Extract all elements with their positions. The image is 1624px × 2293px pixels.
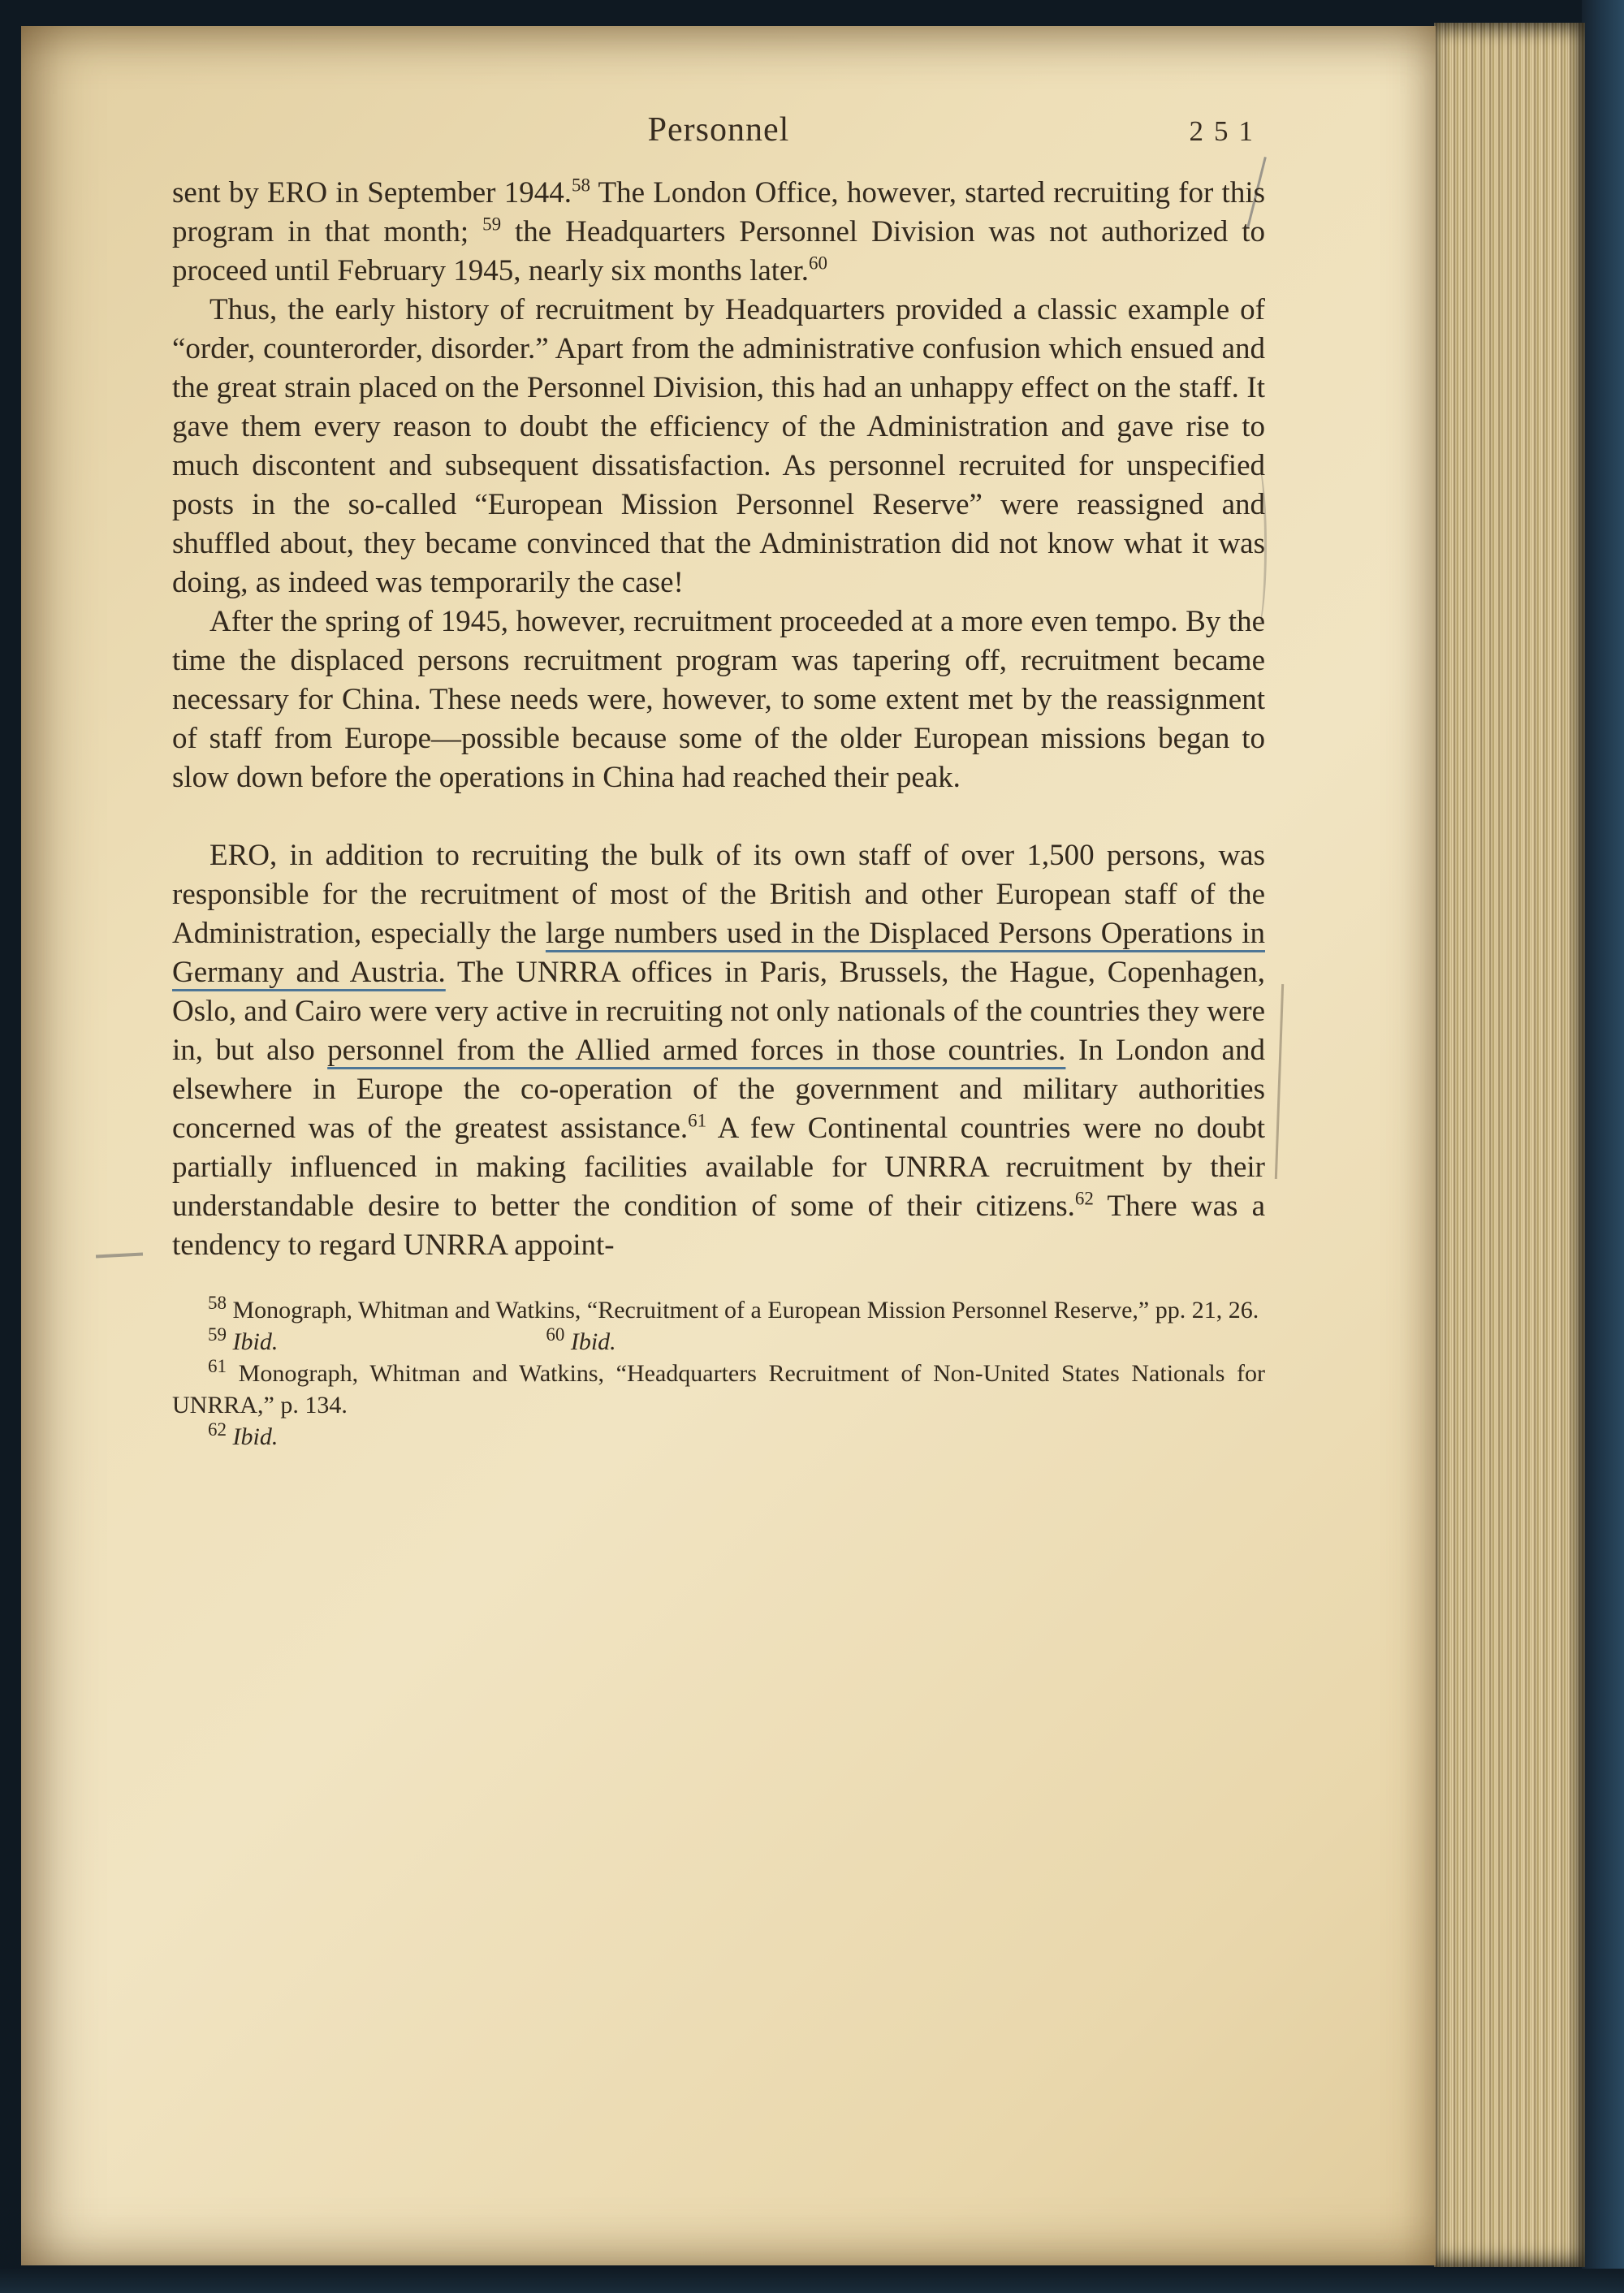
- text-segment: Thus, the early history of recruitment by Headquarters provided a classic example of “order, counterorder, disorder.” Apart from the administrative confusion which ensued and the great strain placed on the Personnel Division, this had an unhappy effect on the staff. It gave them every reason to doubt the efficiency of the Administration and gave rise to much discontent and subsequent dissatisfaction. As personnel recruited for unspecified posts in the so-called “European Mission Personnel Reserve” were reassigned and shuffled about, they became convinced that the Administration did not know what it was doing, as indeed was temporarily the case!: [172, 293, 1265, 599]
- footnote: [172, 1326, 1265, 1358]
- footnote-reference: 61: [688, 1110, 707, 1131]
- text-segment: The London Office, however, started recruiting for this program in that month;: [172, 176, 1266, 248]
- text-block: [172, 110, 1265, 1453]
- running-title: Personnel: [647, 111, 790, 149]
- footnote-reference: 62: [1074, 1188, 1094, 1209]
- footnote: [172, 1358, 1265, 1421]
- text-segment: Ibid.: [232, 1423, 279, 1450]
- text-segment: There was a tendency to regard UNRRA appoint-: [172, 1190, 1265, 1262]
- paragraph: [172, 602, 1265, 797]
- text-segment: sent by ERO in September 1944.: [172, 176, 572, 209]
- page-header: [172, 110, 1265, 162]
- body-paragraphs: [172, 174, 1265, 1265]
- footnote-reference: 58: [208, 1293, 227, 1313]
- book-cover-bottom: [0, 2269, 1624, 2293]
- text-segment: In London and elsewhere in Europe the co-operation of the government and military authorities concerned was of the greatest assistance.: [172, 1034, 1265, 1145]
- text-segment: ERO, in addition to recruiting the bulk of its own staff of over 1,500 persons, was responsible for the recruitment of most of the British and other European staff of the Administration, especially the: [172, 839, 1265, 950]
- page-number: 251: [1189, 115, 1263, 147]
- text-segment: After the spring of 1945, however, recruitment proceeded at a more even tempo. By the time the displaced persons recruitment program was tapering off, recruitment became necessary for China. These needs were, however, to some extent met by the reassignment of staff from Europe—possible because some of the older European missions began to slow down before the operations in China had reached their peak.: [172, 605, 1265, 794]
- text-segment: Monograph, Whitman and Watkins, “Recruitment of a European Mission Personnel Reserve,” pp. 21, 26.: [227, 1297, 1259, 1324]
- footnote-reference: 61: [208, 1356, 227, 1376]
- underlined-passage: large numbers used in the Displaced Persons Operations in Germany and Austria.: [172, 917, 1265, 989]
- underlined-passage: personnel from the Allied armed forces in those countries.: [327, 1034, 1066, 1067]
- text-segment: Ibid.: [570, 1328, 616, 1355]
- text-segment: The UNRRA offices in Paris, Brussels, the Hague, Copenhagen, Oslo, and Cairo were very active in recruiting not only nationals of the countries they were in, but also: [172, 956, 1265, 1067]
- footnote-reference: 62: [208, 1419, 227, 1440]
- book-page: [21, 26, 1436, 2265]
- paragraph: [172, 291, 1265, 602]
- paragraph: [172, 836, 1265, 1265]
- footnote-reference: 59: [208, 1324, 227, 1345]
- horizontal-pencil-dash-icon: [96, 1252, 143, 1258]
- footnote: [172, 1294, 1265, 1326]
- footnote: [172, 1421, 1265, 1453]
- text-segment: the Headquarters Personnel Division was not authorized to proceed until February 1945, nearly six months later.: [172, 215, 1265, 287]
- text-segment: Ibid.: [232, 1328, 279, 1355]
- footnote-reference: 59: [482, 214, 502, 235]
- page-fore-edge-stack: [1434, 23, 1585, 2267]
- text-segment: [227, 1423, 233, 1450]
- text-segment: [227, 1328, 233, 1355]
- text-segment: Monograph, Whitman and Watkins, “Headquarters Recruitment of Non-United States Nationals for UNRRA,” p. 134.: [172, 1360, 1265, 1419]
- text-segment: A few Continental countries were no doubt partially influenced in making facilities available for UNRRA recruitment by their understandable desire to better the condition of some of their citizens.: [172, 1112, 1265, 1223]
- footnote-reference: 58: [571, 175, 590, 196]
- footnote-reference: 60: [809, 253, 828, 274]
- text-segment: [564, 1328, 571, 1355]
- paragraph: [172, 174, 1265, 291]
- vertical-pencil-mark-icon: [1275, 984, 1284, 1179]
- footnote-reference: 60: [546, 1324, 565, 1345]
- book-cover-edge: [1582, 0, 1624, 2293]
- footnotes: [172, 1294, 1265, 1453]
